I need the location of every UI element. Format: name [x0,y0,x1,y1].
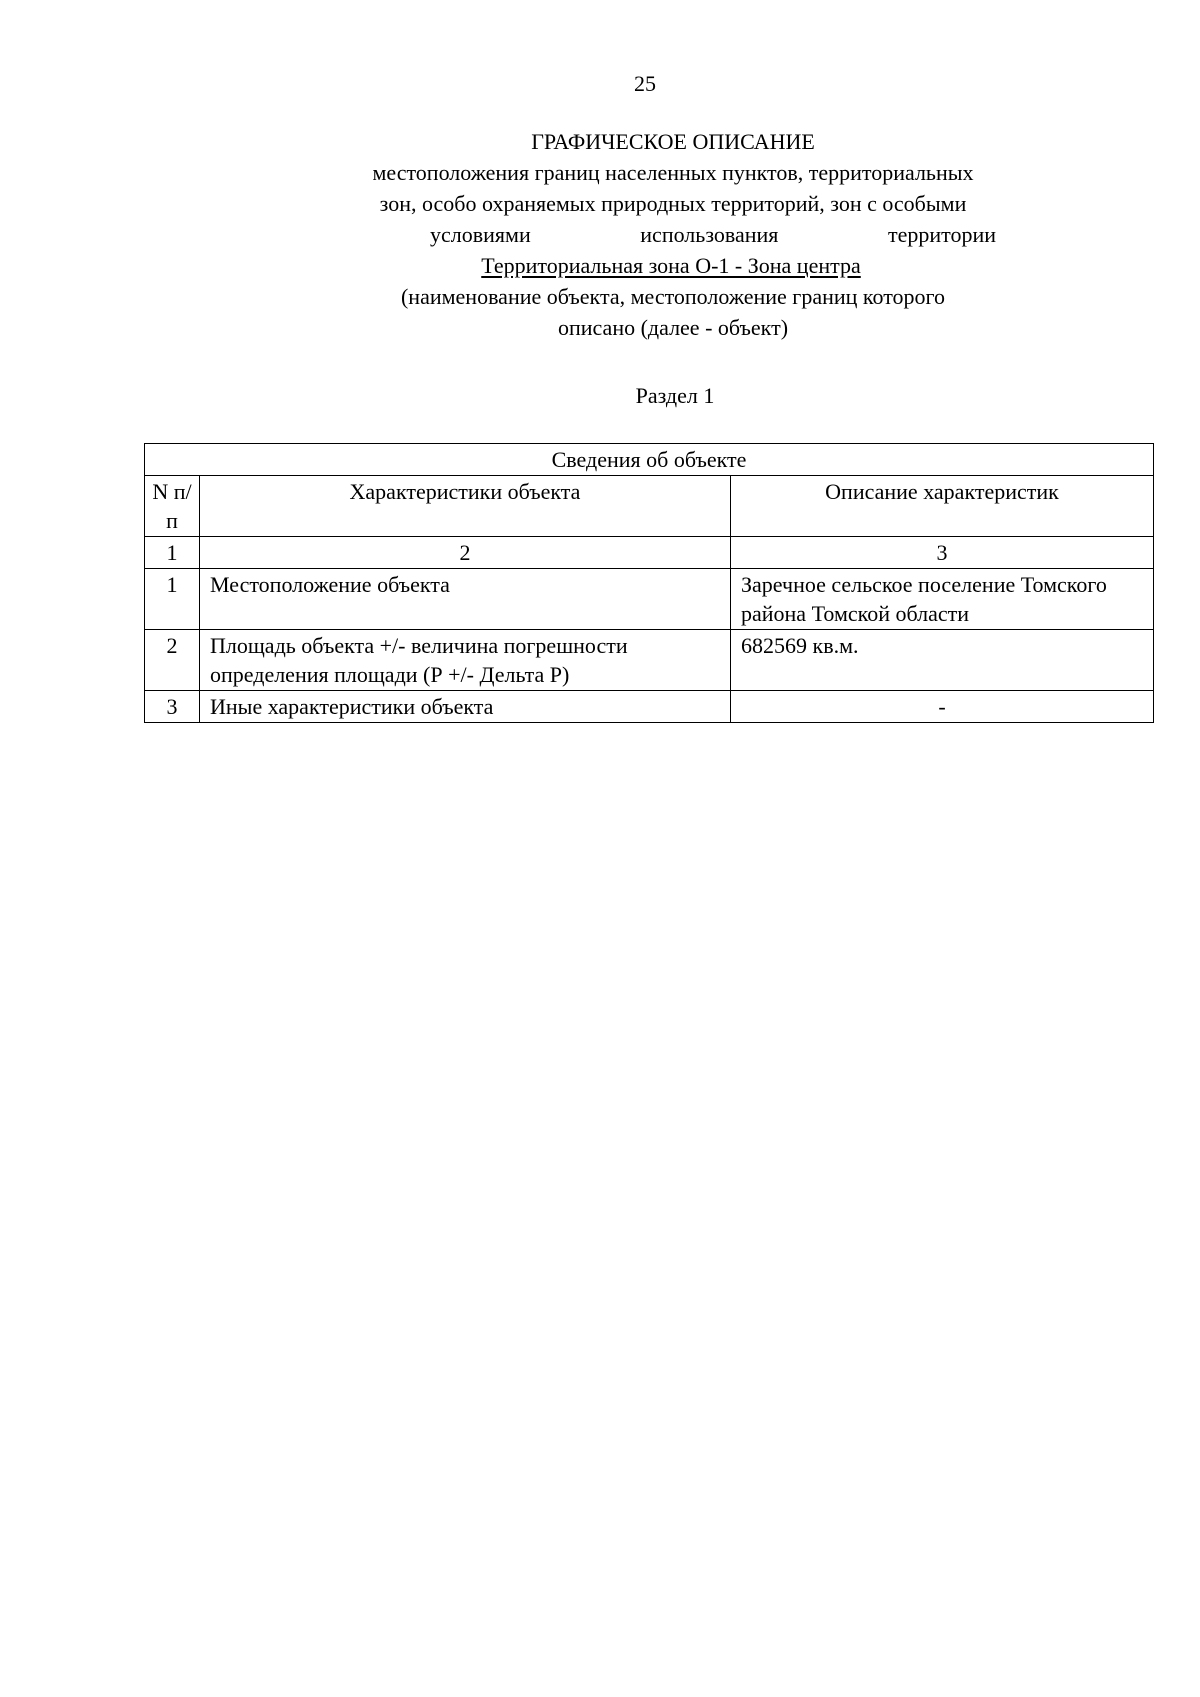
row-characteristic: Иные характеристики объекта [200,691,731,723]
column-number-3: 3 [731,537,1154,569]
row-num: 2 [145,630,200,691]
table-column-numbers-row [145,537,1154,569]
object-name: Территориальная зона О-1 - Зона центра [481,253,861,278]
column-number-2: 2 [200,537,731,569]
row-description: 682569 кв.м. [731,630,1154,691]
column-header-characteristics: Характеристики объекта [200,476,731,537]
row-num: 1 [145,569,200,630]
table-caption: Сведения об объекте [145,444,1154,476]
row-characteristic: Площадь объекта +/- величина погрешности определения площади (Р +/- Дельта Р) [200,630,731,691]
column-header-num: N п/п [145,476,200,537]
object-info-table [144,443,1154,723]
table-header-row [145,476,1154,537]
document-header [338,126,1008,343]
row-characteristic: Местоположение объекта [200,569,731,630]
table-row [145,691,1154,723]
table-row [145,630,1154,691]
section-title: Раздел 1 [635,383,715,408]
table-row [145,569,1154,630]
page-number: 25 [634,71,656,96]
column-number-1: 1 [145,537,200,569]
document-subtitle-line-3: условиями использования территории [430,222,996,247]
table-caption-row [145,444,1154,476]
document-subtitle-line-2: зон, особо охраняемых природных территорий, зон с особыми [379,191,967,216]
object-name-caption-line-2: описано (далее - объект) [557,315,789,340]
object-name-caption-line-1: (наименование объекта, местоположение границ которого [400,284,946,309]
column-header-description: Описание характеристик [731,476,1154,537]
document-title: ГРАФИЧЕСКОЕ ОПИСАНИЕ [531,129,815,154]
row-description: - [731,691,1154,723]
document-subtitle-line-1: местоположения границ населенных пунктов, территориальных [372,160,974,185]
row-num: 3 [145,691,200,723]
object-name-line [338,250,1008,281]
row-description: Заречное сельское поселение Томского района Томской области [731,569,1154,630]
